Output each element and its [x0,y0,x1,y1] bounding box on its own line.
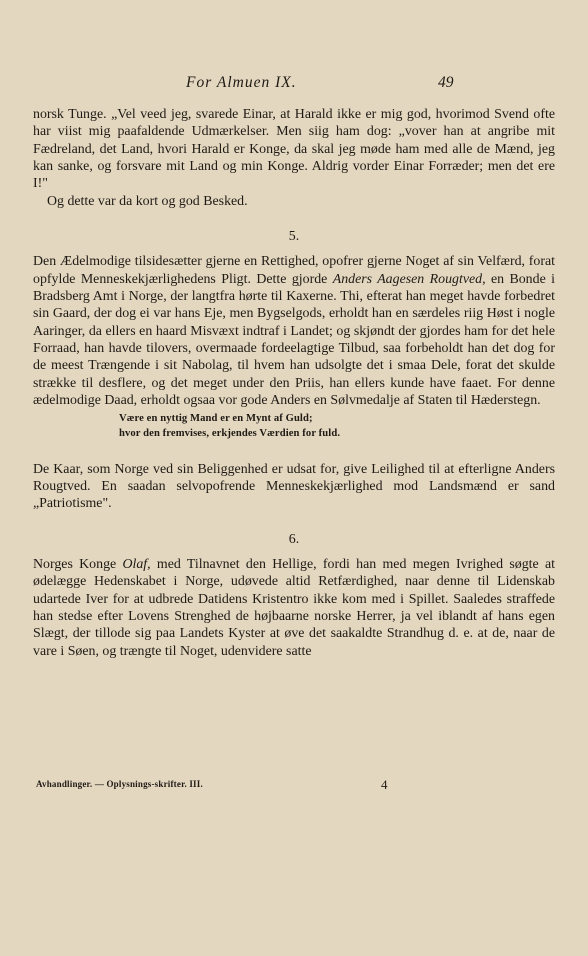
paragraph-einar-reply: norsk Tunge. „Vel veed jeg, svarede Einar, at Harald ikke er mig god, hvorimod Svend ofte har viist mig paafaldende Udmærkelser. Men siig ham dog: „vover han at angribe mit Fædreland, det Land, hvori Harald er Konge, da skal jeg møde ham med alle de Mænd, jeg kan sanke, og forsvare mit Land og min Konge. Aldrig vorder Einar Forræder; men det ere I!" [33,107,555,192]
page-body [33,106,555,660]
person-name: Olaf, [122,556,151,572]
verse-line: Være en nyttig Mand er en Mynt af Guld; [119,412,313,424]
verse-quote [119,411,555,441]
paragraph-text: med Tilnavnet den Hellige, fordi han med megen Ivrighed søgte at ødelægge Hedenskabet i Norge, udøvede altid Retfærdighed, naar denne til Lidenskab udartede Iver for at udbrede Datidens Kristentro ikke kom med i Spillet. Saaledes straffede han stedse efter Lovens Strenghed de højbaarne norske Herrer, ja vel iblandt af hans egen Slægt, der tillode sig paa Landets Kyster at øve det saakaldte Strandhug d. e. at de, naar de vare i Søen, og trængte til Noget, udenvidere satte [33,556,555,659]
paragraph-patriotism: De Kaar, som Norge ved sin Beliggenhed er udsat for, give Leilighed til at efterligne Anders Rougtved. En saadan selvopofrende Menneskekjærlighed mod Landsmænd er sand „Patriotisme". [33,461,555,512]
sheet-mark: 4 [381,777,388,792]
person-name: Anders Aagesen Rougtved, [332,271,486,287]
page-footer [36,779,556,795]
paragraph-text: Den Ædelmodige tilsidesætter gjerne en Rettighed, opofrer gjerne Noget af sin Velfærd, forat opfylde Menneskekjærlighedens Pligt. Dette gjorde [33,254,555,287]
verse-line: hvor den fremvises, erkjendes Værdien for fuld. [119,427,341,439]
paragraph-anders-rougtved [33,253,555,409]
page-header [0,74,588,94]
paragraph-text: en Bonde i Bradsberg Amt i Norge, der langtfra hørte til Kaxerne. Thi, efterat han meget havde forbedret sin Gaard, der dog ei var hans Eje, men Bygselgods, erholdt han en særdeles riig Høst i nogle Aaringer, da ellers en haard Misvæxt indtraf i Landet; og skjøndt der gjordes ham for det hele Forraad, han havde tilovers, overmaade fordeelagtige Tilbud, saa forbeholdt han det dog for de meest Trængende i sit Nabolag, til hvem han udsolgte det i smaa Dele, forat det skulde strække til desflere, og det meget under den Priis, han ellers kunde have faaet. For denne ædelmodige Daad, erholdt ogsaa vor gode Anders en Sølvmedalje af Staten til Hæderstegn. [33,271,555,409]
printer-signature: Avhandlinger. — Oplysnings-skrifter. III. [36,779,203,789]
paragraph-king-olaf [33,556,555,660]
paragraph-short-answer: Og dette var da kort og god Besked. [47,193,248,209]
running-title: For Almuen IX. [186,74,297,91]
section-number-6: 6. [288,531,300,547]
paragraph-text: Norges Konge [33,556,123,572]
page-number: 49 [438,74,454,91]
section-number-5: 5. [288,229,300,245]
